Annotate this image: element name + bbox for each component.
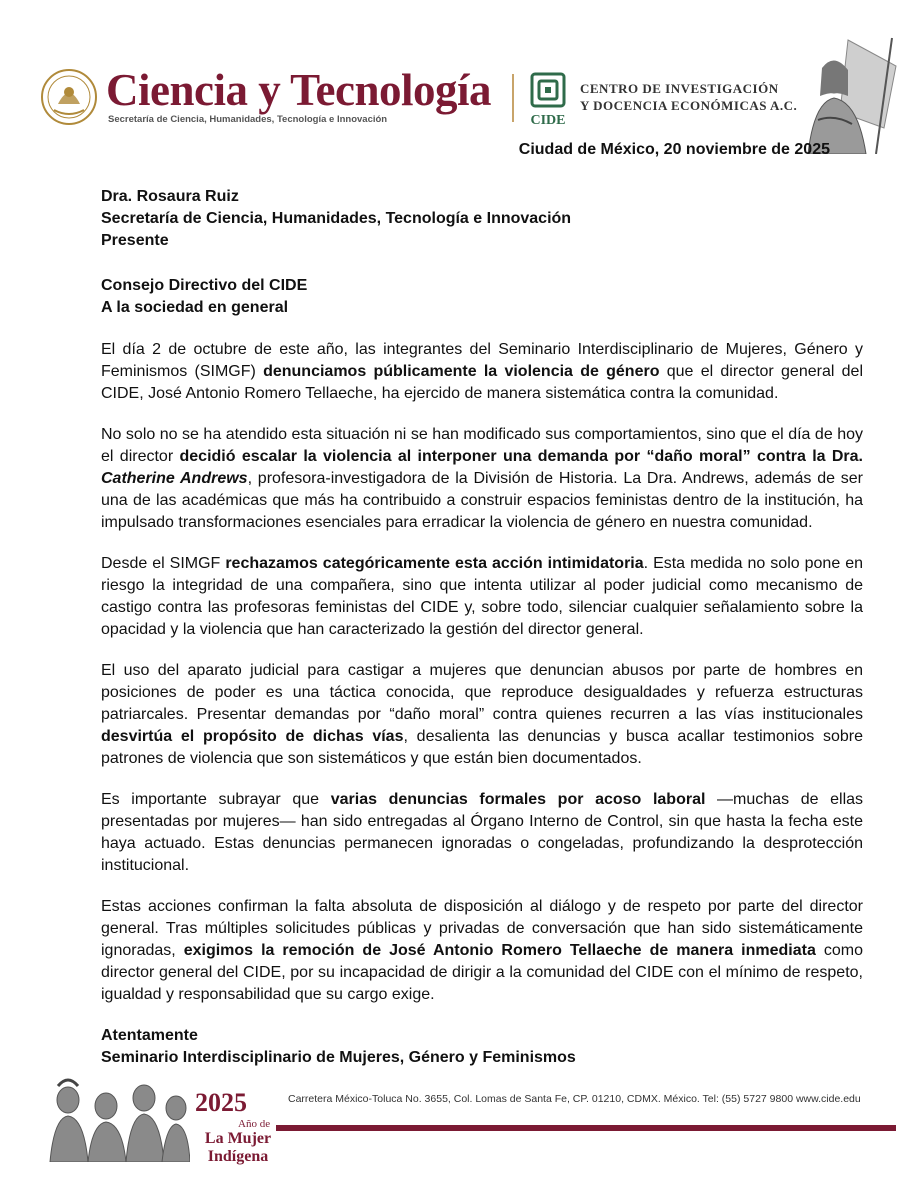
footer-year-caption: Año de [238,1118,271,1130]
footer [40,1072,900,1182]
closing: Atentamente [101,1027,198,1044]
cide-abbr: CIDE [530,113,566,128]
paragraph-5: Es importante subrayar que varias denuncias formales por acoso laboral —muchas de ellas presentadas por mujeres— han sido entregadas al Órgano Interno de Control, sin que hasta la fecha este haya actuado. Estas denuncias permanecen ignoradas o congeladas, profundizando la desprotección institucional. [101,791,864,874]
paragraph-4: El uso del aparato judicial para castigar a mujeres que denuncian abusos por parte de hombres en posiciones de poder es una táctica conocida, que reproduce desigualdades y refuerza estructuras patriarcales. Presentar demandas por “daño moral” contra quienes recurren a las vías institucionales desvirtúa el propósito de dichas vías, desalienta las denuncias y busca acallar testimonios sobre patrones de violencia que son sistemáticos y que están bien documentados. [101,662,864,767]
paragraph-6: Estas acciones confirman la falta absoluta de disposición al diálogo y de respeto por parte del director general. Tras múltiples solicitudes públicas y privadas de conversación que han sido sistemáticamente ignoradas, exigimos la remoción de José Antonio Romero Tellaeche de manera inmediata como director general del CIDE, por su incapacidad de dirigir a la comunidad del CIDE con el mínimo de respeto, igualdad y responsabilidad que su cargo exige. [101,898,863,1003]
footer-year-title-line1: La Mujer [204,1130,272,1147]
cide-name [580,80,797,114]
footer-bar [276,1125,896,1131]
letter-date: Ciudad de México, 20 noviembre de 2025 [518,141,830,158]
paragraph-1: El día 2 de octubre de este año, las integrantes del Seminario Interdisciplinario de Mujeres, Género y Feminismos (SIMGF) denunciamos públicamente la violencia de género que el director general del CIDE, José Antonio Romero Tellaeche, ha ejercido de manera sistemática contra la comunidad. [101,341,864,402]
footer-year: 2025 [195,1088,247,1117]
cide-name-line2: Y DOCENCIA ECONÓMICAS A.C. [580,98,798,113]
paragraph-2: No solo no se ha atendido esta situación ni se han modificado sus comportamientos, sino que el día de hoy el director decidió escalar la violencia al interponer una demanda por “daño moral” contra la Dra. Catherine Andrews, profesora-investigadora de la División de Historia. La Dra. Andrews, además de ser una de las académicas que más ha contribuido a construir espacios feministas dentro de la institución, ha impulsado transformaciones esenciales para erradicar la violencia de género en nuestra comunidad. [101,426,864,531]
recipient-presente: Presente [101,232,169,249]
recipient-name: Dra. Rosaura Ruiz [101,188,239,205]
brand-title: Ciencia y Tecnología [106,65,492,115]
paragraph-3: Desde el SIMGF rechazamos categóricamente esta acción intimidatoria. Esta medida no solo pone en riesgo la integridad de una compañera, sino que intenta utilizar al poder judicial como mecanismo de castigo contra las profesoras feministas del CIDE y, sobre todo, silenciar cualquier señalamiento sobre la opacidad y la violencia que han caracterizado la gestión del director general. [101,555,864,638]
heroine-illustration-icon [788,36,900,154]
cc-line-2: A la sociedad en general [101,299,289,316]
recipient-title: Secretaría de Ciencia, Humanidades, Tecnología e Innovación [101,210,572,227]
indigenous-women-illustration-icon [40,1072,190,1162]
cide-logo-icon [530,72,566,128]
recipient-block [101,186,863,319]
letterhead [40,62,900,152]
cide-name-line1: CENTRO DE INVESTIGACIÓN [580,81,779,96]
footer-address: Carretera México-Toluca No. 3655, Col. Lomas de Santa Fe, CP. 01210, CDMX. México. Tel: (55) 5727 9800 www.cide.edu [288,1093,861,1105]
cc-line-1: Consejo Directivo del CIDE [101,277,308,294]
brand-subtitle: Secretaría de Ciencia, Humanidades, Tecnología e Innovación [108,114,388,125]
national-seal-icon [40,68,98,126]
footer-year-title-line2: Indígena [207,1148,269,1165]
letter-body [101,186,863,1069]
header-divider [512,74,514,122]
signature-block [101,1025,863,1069]
footer-year-title [195,1130,281,1166]
signature: Seminario Interdisciplinario de Mujeres, Género y Feminismos [101,1049,576,1066]
